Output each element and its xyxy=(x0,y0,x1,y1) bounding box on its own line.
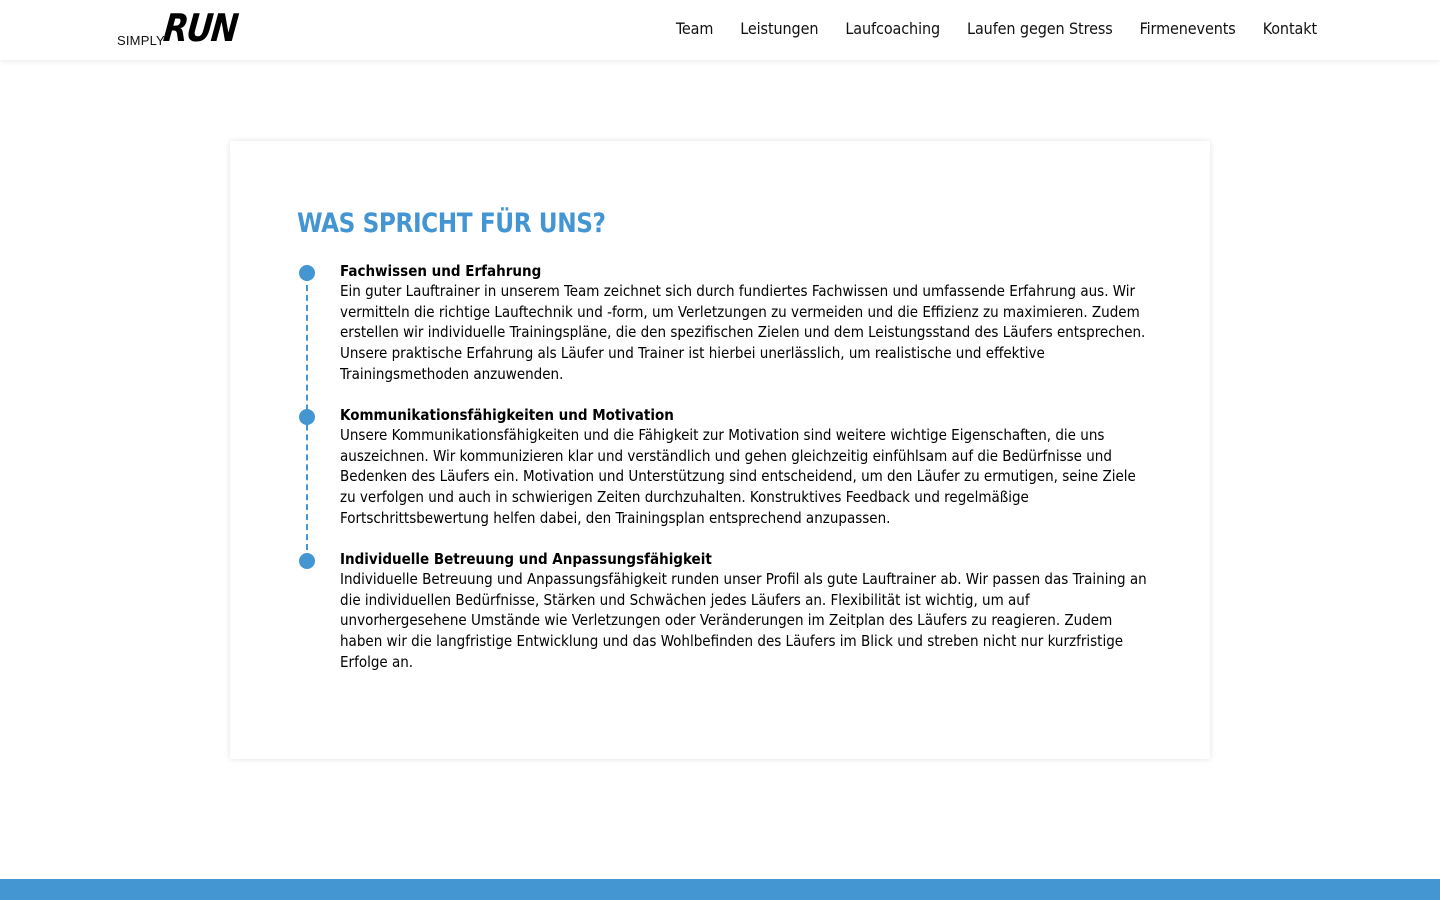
timeline-item-text xyxy=(340,405,1147,529)
main-nav xyxy=(676,19,1317,39)
timeline-item-heading: Kommunikationsfähigkeiten und Motivation xyxy=(340,406,674,424)
site-header xyxy=(0,0,1440,60)
nav-item-laufcoaching[interactable]: Laufcoaching xyxy=(845,19,941,38)
benefits-card xyxy=(230,141,1210,759)
footer-band xyxy=(0,879,1440,900)
logo-wordmark-run: RUN xyxy=(161,6,240,50)
section-title: WAS SPRICHT FÜR UNS? xyxy=(297,208,606,239)
timeline-item-body: Ein guter Lauftrainer in unserem Team zeichnet sich durch fundiertes Fachwissen und umfassende Erfahrung aus. Wir vermitteln die richtige Lauftechnik und -form, um Verletzungen zu vermeiden und die Effizienz zu maximieren. Zudem erstellen wir individuelle Trainingspläne, die den spezifischen Zielen und dem Leistungsstand des Läufers entsprechen. Unsere praktische Erfahrung als Läufer und Trainer ist hierbei unerlässlich, um realistische und effektive Trainingsmethoden anzuwenden. xyxy=(340,282,1146,383)
nav-item-leistungen[interactable]: Leistungen xyxy=(740,19,819,38)
timeline-item-heading: Individuelle Betreuung und Anpassungsfähigkeit xyxy=(340,550,712,568)
timeline-dot-icon xyxy=(299,409,315,425)
nav-item-team[interactable]: Team xyxy=(675,19,714,38)
timeline-item-heading: Fachwissen und Erfahrung xyxy=(340,262,542,280)
timeline-dot-icon xyxy=(299,553,315,569)
timeline-dot-icon xyxy=(299,265,315,281)
timeline-item-body: Individuelle Betreuung und Anpassungsfähigkeit runden unser Profil als gute Lauftrainer ab. Wir passen das Training an die individuellen Bedürfnisse, Stärken und Schwächen jedes Läufers an. Flexibilität ist wichtig, um auf unvorhergesehene Umstände wie Verletzungen oder Veränderungen im Zeitplan des Läufers zu reagieren. Zudem haben wir die langfristige Entwicklung und das Wohlbefinden des Läufers im Blick und streben nicht nur kurzfristige Erfolge an. xyxy=(340,570,1147,671)
timeline-item-body: Unsere Kommunikationsfähigkeiten und die Fähigkeit zur Motivation sind weitere wichtige Eigenschaften, die uns auszeichnen. Wir kommunizieren klar und verständlich und gehen gleichzeitig einfühlsam auf die Bedürfnisse und Bedenken des Läufers ein. Motivation und Unterstützung sind entscheidend, um den Läufer zu ermutigen, seine Ziele zu verfolgen und auch in schwierigen Zeiten durchzuhalten. Konstruktives Feedback und regelmäßige Fortschrittsbewertung helfen dabei, den Trainingsplan entsprechend anzupassen. xyxy=(340,426,1136,527)
nav-item-kontakt[interactable]: Kontakt xyxy=(1262,19,1317,38)
nav-item-firmenevents[interactable]: Firmenevents xyxy=(1139,19,1236,38)
simply-run-logo[interactable] xyxy=(117,6,240,54)
timeline-item-text xyxy=(340,261,1147,385)
nav-item-laufen-gegen-stress[interactable]: Laufen gegen Stress xyxy=(967,19,1113,38)
logo-wordmark-simply: SIMPLY xyxy=(117,33,165,48)
timeline-item-text xyxy=(340,549,1147,673)
